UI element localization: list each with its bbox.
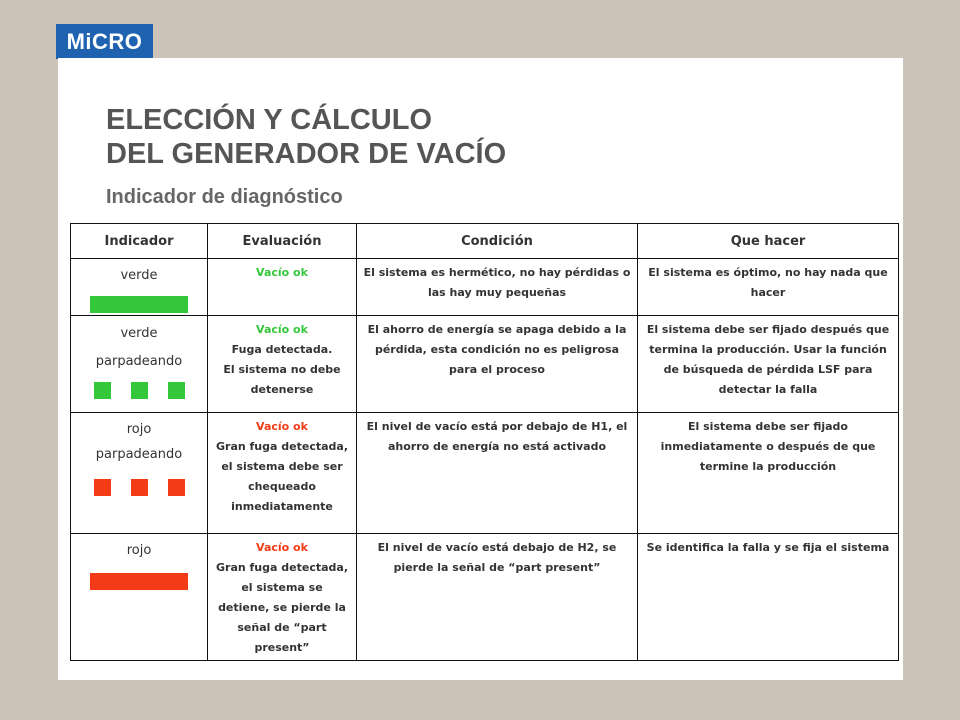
- table-row-verde-parpadeando: [71, 316, 899, 413]
- indicator-label-line-1: verde: [120, 326, 158, 341]
- table-header-row: [71, 224, 899, 259]
- red-square: [94, 479, 111, 496]
- title-line-1: ELECCIÓN Y CÁLCULO: [106, 104, 433, 136]
- status-ok-label: Vacío ok: [256, 266, 308, 279]
- page-subtitle: Indicador de diagnóstico: [106, 186, 343, 208]
- action-cell: El sistema es óptimo, no hay nada que hacer: [638, 259, 899, 316]
- indicator-cell: [71, 413, 208, 534]
- green-blinking-indicator: [77, 382, 201, 399]
- red-solid-indicator: [90, 573, 188, 590]
- condition-cell: El sistema es hermético, no hay pérdidas o las hay muy pequeñas: [357, 259, 638, 316]
- table-row-rojo-parpadeando: [71, 413, 899, 534]
- indicator-label: rojo: [126, 543, 152, 558]
- evaluation-text: Gran fuga detectada, el sistema se detiene, se pierde la señal de “part present”: [215, 561, 348, 654]
- condition-cell: El nivel de vacío está debajo de H2, se pierde la señal de “part present”: [357, 534, 638, 661]
- condition-cell: El nivel de vacío está por debajo de H1, el ahorro de energía no está activado: [357, 413, 638, 534]
- indicator-label-line-2: parpadeando: [95, 447, 183, 462]
- indicator-cell: [71, 534, 208, 661]
- indicator-label: verde: [120, 268, 158, 283]
- indicator-label-line-2: parpadeando: [95, 354, 183, 369]
- evaluation-cell: [208, 259, 357, 316]
- page-title: [106, 103, 506, 171]
- micro-logo: MiCRO: [56, 24, 153, 59]
- red-square: [168, 479, 185, 496]
- action-cell: El sistema debe ser fijado inmediatamente o después de que termine la producción: [638, 413, 899, 534]
- table-row-verde: [71, 259, 899, 316]
- title-line-2: DEL GENERADOR DE VACÍO: [106, 138, 507, 170]
- header-indicador: Indicador: [71, 224, 208, 259]
- green-square: [131, 382, 148, 399]
- evaluation-cell: [208, 413, 357, 534]
- evaluation-line-2: El sistema no debe detenerse: [223, 363, 341, 396]
- header-que-hacer: Que hacer: [638, 224, 899, 259]
- status-ok-label: Vacío ok: [256, 541, 308, 554]
- diagnostic-table: [70, 223, 899, 661]
- condition-cell: El ahorro de energía se apaga debido a la pérdida, esta condición no es peligrosa para el proceso: [357, 316, 638, 413]
- evaluation-line-1: Fuga detectada.: [231, 343, 333, 356]
- action-cell: El sistema debe ser fijado después que termina la producción. Usar la función de búsqueda de pérdida LSF para detectar la falla: [638, 316, 899, 413]
- evaluation-cell: [208, 534, 357, 661]
- header-evaluacion: Evaluación: [208, 224, 357, 259]
- action-cell: Se identifica la falla y se fija el sistema: [638, 534, 899, 661]
- table-row-rojo: [71, 534, 899, 661]
- red-blinking-indicator: [77, 479, 201, 496]
- header-condicion: Condición: [357, 224, 638, 259]
- red-square: [131, 479, 148, 496]
- green-square: [168, 382, 185, 399]
- evaluation-cell: [208, 316, 357, 413]
- indicator-cell: [71, 316, 208, 413]
- green-solid-indicator: [90, 296, 188, 313]
- status-ok-label: Vacío ok: [256, 323, 308, 336]
- status-ok-label: Vacío ok: [256, 420, 308, 433]
- green-square: [94, 382, 111, 399]
- indicator-cell: [71, 259, 208, 316]
- indicator-label-line-1: rojo: [126, 422, 152, 437]
- evaluation-text: Gran fuga detectada, el sistema debe ser chequeado inmediatamente: [215, 440, 348, 513]
